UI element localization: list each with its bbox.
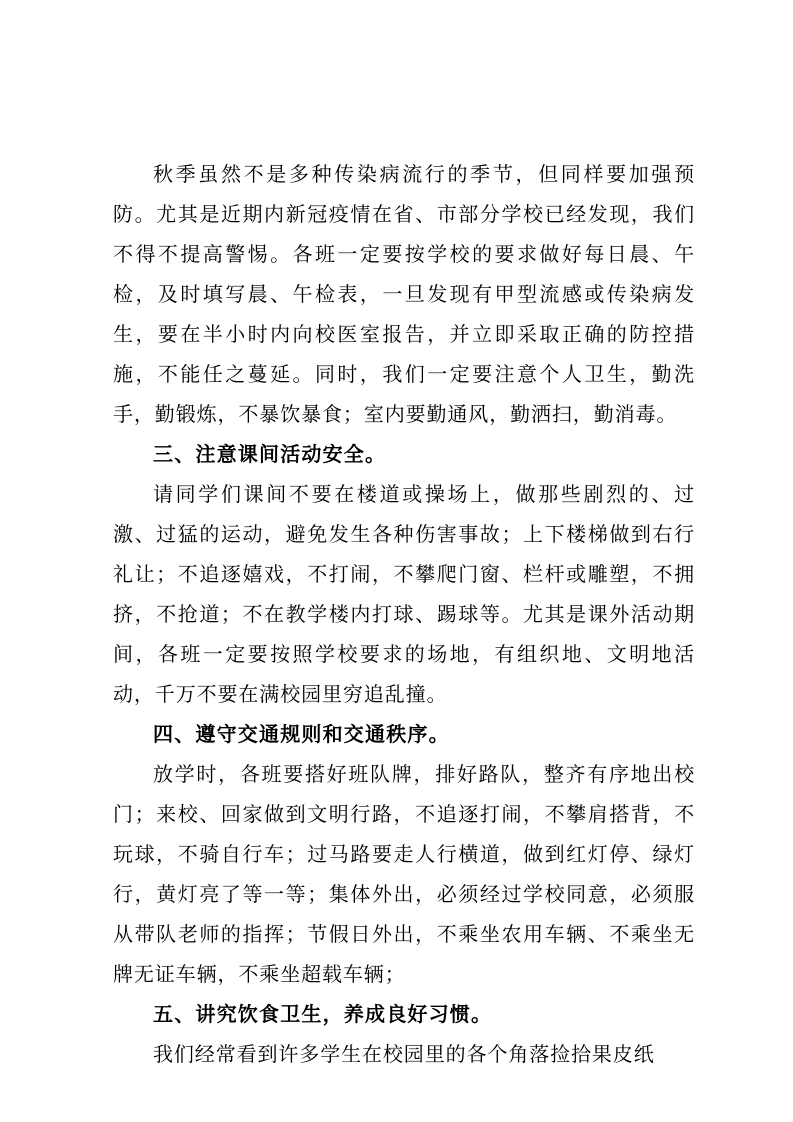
heading-food-hygiene: 五、讲究饮食卫生，养成良好习惯。: [153, 1002, 493, 1026]
paragraph-disease-prevention: 秋季虽然不是多种传染病流行的季节，但同样要加强预防。尤其是近期内新冠疫情在省、市部分学校已经发现，我们不得不提高警惕。各班一定要按学校的要求做好每日晨、午检，及时填写晨、午检表，一旦发现有甲型流感或传染病发生，要在半小时内向校医室报告，并立即采取正确的防控措施，不能任之蔓延。同时，我们一定要注意个人卫生，勤洗手，勤锻炼，不暴饮暴食；室内要勤通风，勤洒扫，勤消毒。: [113, 162, 695, 426]
paragraph-food-hygiene: 我们经常看到许多学生在校园里的各个角落捡拾果皮纸: [153, 1042, 655, 1066]
heading-traffic-rules: 四、遵守交通规则和交通秩序。: [153, 722, 450, 746]
document-body: [113, 154, 695, 1074]
paragraph-recess-safety: 请同学们课间不要在楼道或操场上，做那些剧烈的、过激、过猛的运动，避免发生各种伤害事故；上下楼梯做到右行礼让；不追逐嬉戏，不打闹，不攀爬门窗、栏杆或雕塑，不拥挤，不抢道；不在教学楼内打球、踢球等。尤其是课外活动期间，各班一定要按照学校要求的场地，有组织地、文明地活动，千万不要在满校园里穷追乱撞。: [113, 482, 695, 706]
paragraph-traffic-rules: 放学时，各班要搭好班队牌，排好路队，整齐有序地出校门；来校、回家做到文明行路，不追逐打闹，不攀肩搭背，不玩球，不骑自行车；过马路要走人行横道，做到红灯停、绿灯行，黄灯亮了等一等；集体外出，必须经过学校同意，必须服从带队老师的指挥；节假日外出，不乘坐农用车辆、不乘坐无牌无证车辆，不乘坐超载车辆；: [113, 762, 695, 986]
heading-recess-safety: 三、注意课间活动安全。: [153, 442, 387, 466]
